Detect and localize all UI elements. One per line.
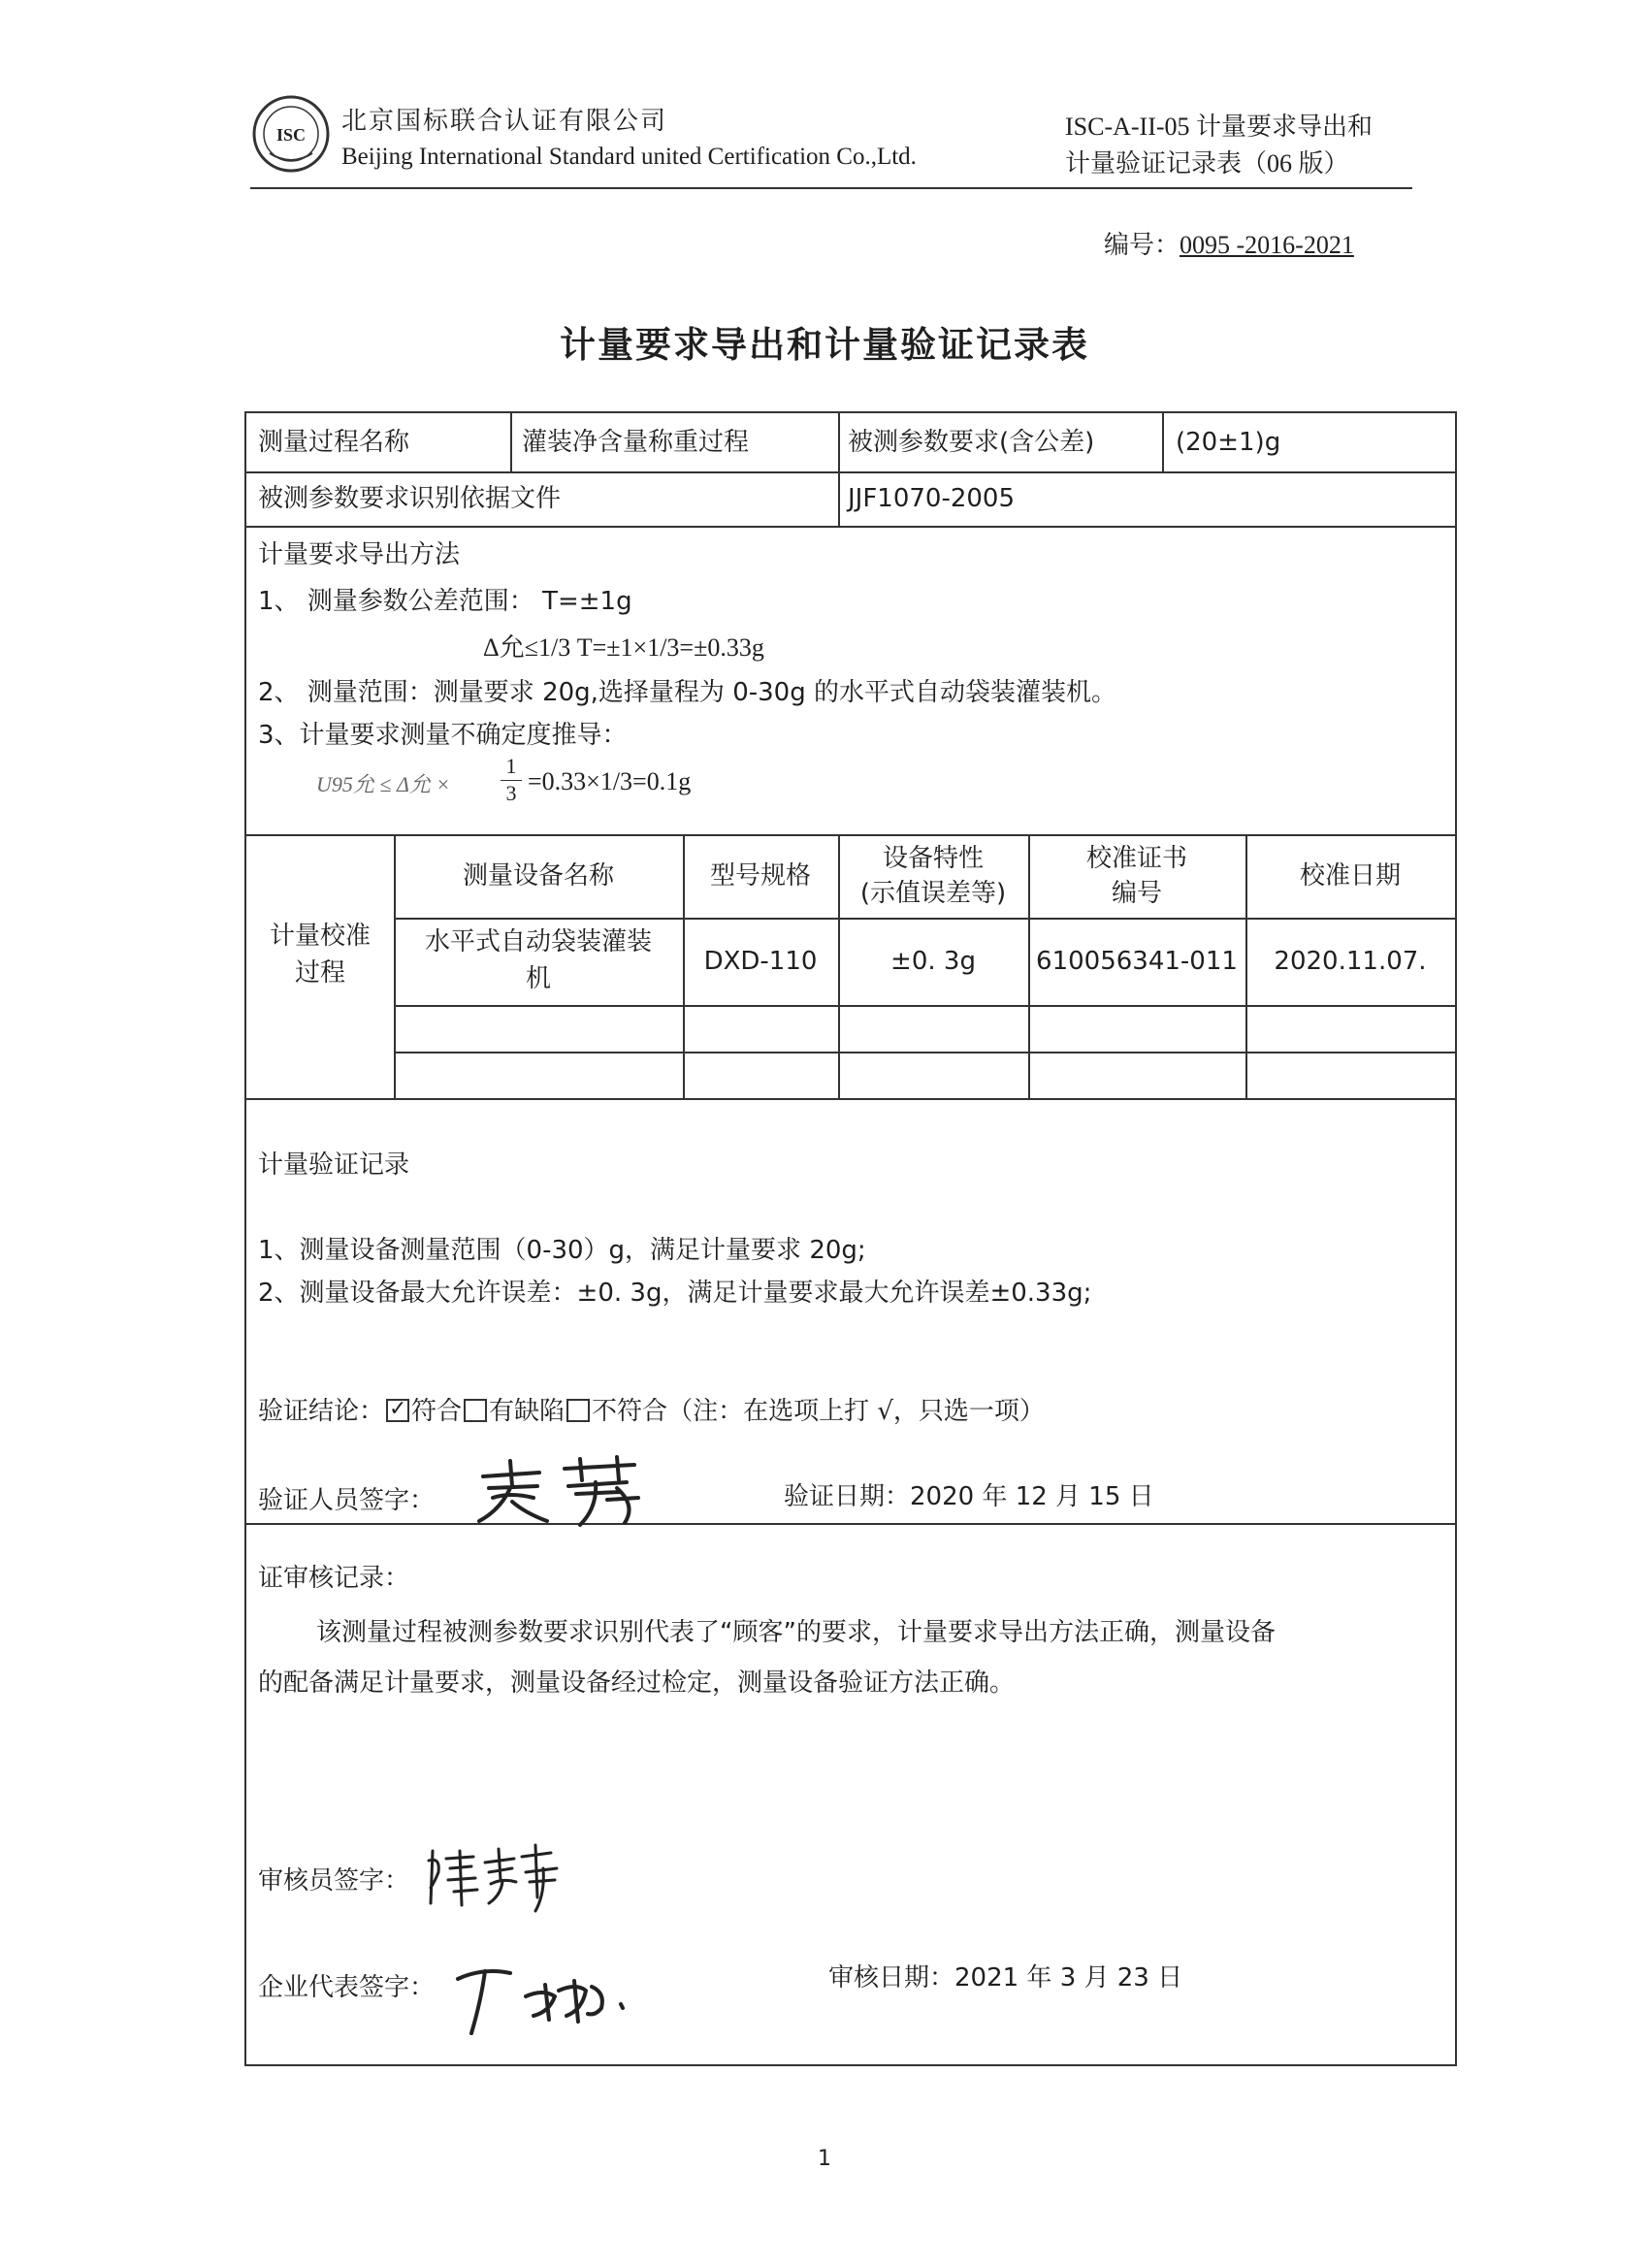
calibration-row-label-1: 计量校准 <box>269 922 371 951</box>
document-number <box>1104 225 1354 261</box>
rule <box>246 834 1455 836</box>
calibration-row-label-2: 过程 <box>294 958 345 988</box>
formula-numerator: 1 <box>505 754 517 778</box>
col-header-cert-2: 编号 <box>1111 879 1162 908</box>
equipment-name-2: 机 <box>525 964 551 993</box>
derivation-line1b: Δ允≤1/3 T=±1×1/3=±0.33g <box>483 633 764 662</box>
col-header-char-1: 设备特性 <box>882 844 984 873</box>
param-requirement-value: (20±1)g <box>1176 428 1281 457</box>
basis-document-label: 被测参数要求识别依据文件 <box>258 484 562 513</box>
basis-document-value: JJF1070-2005 <box>848 484 1016 513</box>
reviewer-signature <box>421 1839 566 1915</box>
col-header-model: 型号规格 <box>709 861 811 891</box>
calibration-cert-number: 610056341-011 <box>1036 947 1238 976</box>
verifier-signature <box>471 1453 646 1529</box>
calibration-date: 2020.11.07. <box>1274 947 1427 976</box>
rule <box>246 1523 1455 1525</box>
verification-date: 验证日期：2020 年 12 月 15 日 <box>784 1482 1154 1511</box>
rule <box>246 471 1455 473</box>
svg-text:ISC: ISC <box>275 125 307 145</box>
option-defect: 有缺陷 <box>489 1397 566 1426</box>
reviewer-signature-label: 审核员签字： <box>258 1866 410 1895</box>
verification-conclusion <box>258 1395 1045 1428</box>
process-name-label: 测量过程名称 <box>258 428 410 457</box>
verifier-signature-label: 验证人员签字： <box>258 1486 436 1515</box>
company-rep-signature-label: 企业代表签字： <box>258 1973 436 2002</box>
col-header-cert-1: 校准证书 <box>1085 844 1187 873</box>
option-nonconform: 不符合 <box>592 1397 668 1426</box>
checkbox-conform[interactable] <box>386 1399 409 1422</box>
formula-denominator: 3 <box>505 781 517 805</box>
process-name-value: 灌装净含量称重过程 <box>522 428 750 457</box>
derivation-line1: 1、 测量参数公差范围： T=±1g <box>258 587 632 616</box>
doc-ref-line2: 计量验证记录表（06 版） <box>1065 149 1349 178</box>
verification-line2: 2、测量设备最大允许误差：±0. 3g，满足计量要求最大允许误差±0.33g; <box>258 1279 1092 1308</box>
review-date: 审核日期：2021 年 3 月 23 日 <box>828 1963 1183 1993</box>
rule <box>394 918 1455 920</box>
conclusion-note: （注：在选项上打 √，只选一项） <box>667 1397 1045 1426</box>
checkbox-defect[interactable] <box>464 1399 487 1422</box>
rule <box>838 413 840 526</box>
page-number: 1 <box>818 2147 831 2171</box>
col-header-char-2: (示值误差等) <box>859 879 1007 908</box>
number-label: 编号： <box>1104 231 1180 259</box>
review-heading: 证审核记录： <box>258 1564 410 1593</box>
number-value: 0095 -2016-2021 <box>1180 231 1354 259</box>
review-paragraph-1: 该测量过程被测参数要求识别代表了“顾客”的要求，计量要求导出方法正确，测量设备 <box>316 1618 1276 1647</box>
isc-logo <box>250 93 332 175</box>
param-requirement-label: 被测参数要求(含公差) <box>848 428 1095 457</box>
rule <box>246 526 1455 528</box>
company-rep-signature <box>450 1961 644 2037</box>
rule <box>246 1098 1455 1100</box>
formula-lhs: U95允 ≤ Δ允 × <box>316 772 451 796</box>
review-paragraph-2: 的配备满足计量要求，测量设备经过检定，测量设备验证方法正确。 <box>258 1669 1016 1698</box>
company-name-cn: 北京国标联合认证有限公司 <box>341 107 668 136</box>
equipment-characteristic: ±0. 3g <box>890 947 976 976</box>
rule <box>394 1005 1455 1007</box>
col-header-date: 校准日期 <box>1299 861 1401 891</box>
page-title: 计量要求导出和计量验证记录表 <box>560 324 1089 366</box>
equipment-name-1: 水平式自动袋装灌装 <box>424 927 652 956</box>
rule <box>510 413 512 471</box>
rule <box>394 1052 1455 1053</box>
derivation-line2: 2、 测量范围：测量要求 20g,选择量程为 0-30g 的水平式自动袋装灌装机。 <box>258 678 1116 707</box>
company-name-en: Beijing International Standard united Certification Co.,Ltd. <box>341 144 917 170</box>
equipment-model: DXD-110 <box>703 947 818 976</box>
formula-rhs: =0.33×1/3=0.1g <box>528 767 692 795</box>
conclusion-label: 验证结论： <box>258 1397 385 1426</box>
checkbox-nonconform[interactable] <box>566 1399 590 1422</box>
record-form <box>244 411 1457 2066</box>
header-rule <box>250 187 1412 189</box>
doc-ref-line1: ISC-A-II-05 计量要求导出和 <box>1065 113 1374 141</box>
rule <box>1162 413 1164 471</box>
verification-line1: 1、测量设备测量范围（0-30）g，满足计量要求 20g; <box>258 1236 866 1265</box>
derivation-line3: 3、计量要求测量不确定度推导： <box>258 721 628 750</box>
option-conform: 符合 <box>411 1397 463 1426</box>
verification-heading: 计量验证记录 <box>258 1150 410 1180</box>
derivation-heading: 计量要求导出方法 <box>258 540 461 569</box>
col-header-name: 测量设备名称 <box>462 861 614 891</box>
